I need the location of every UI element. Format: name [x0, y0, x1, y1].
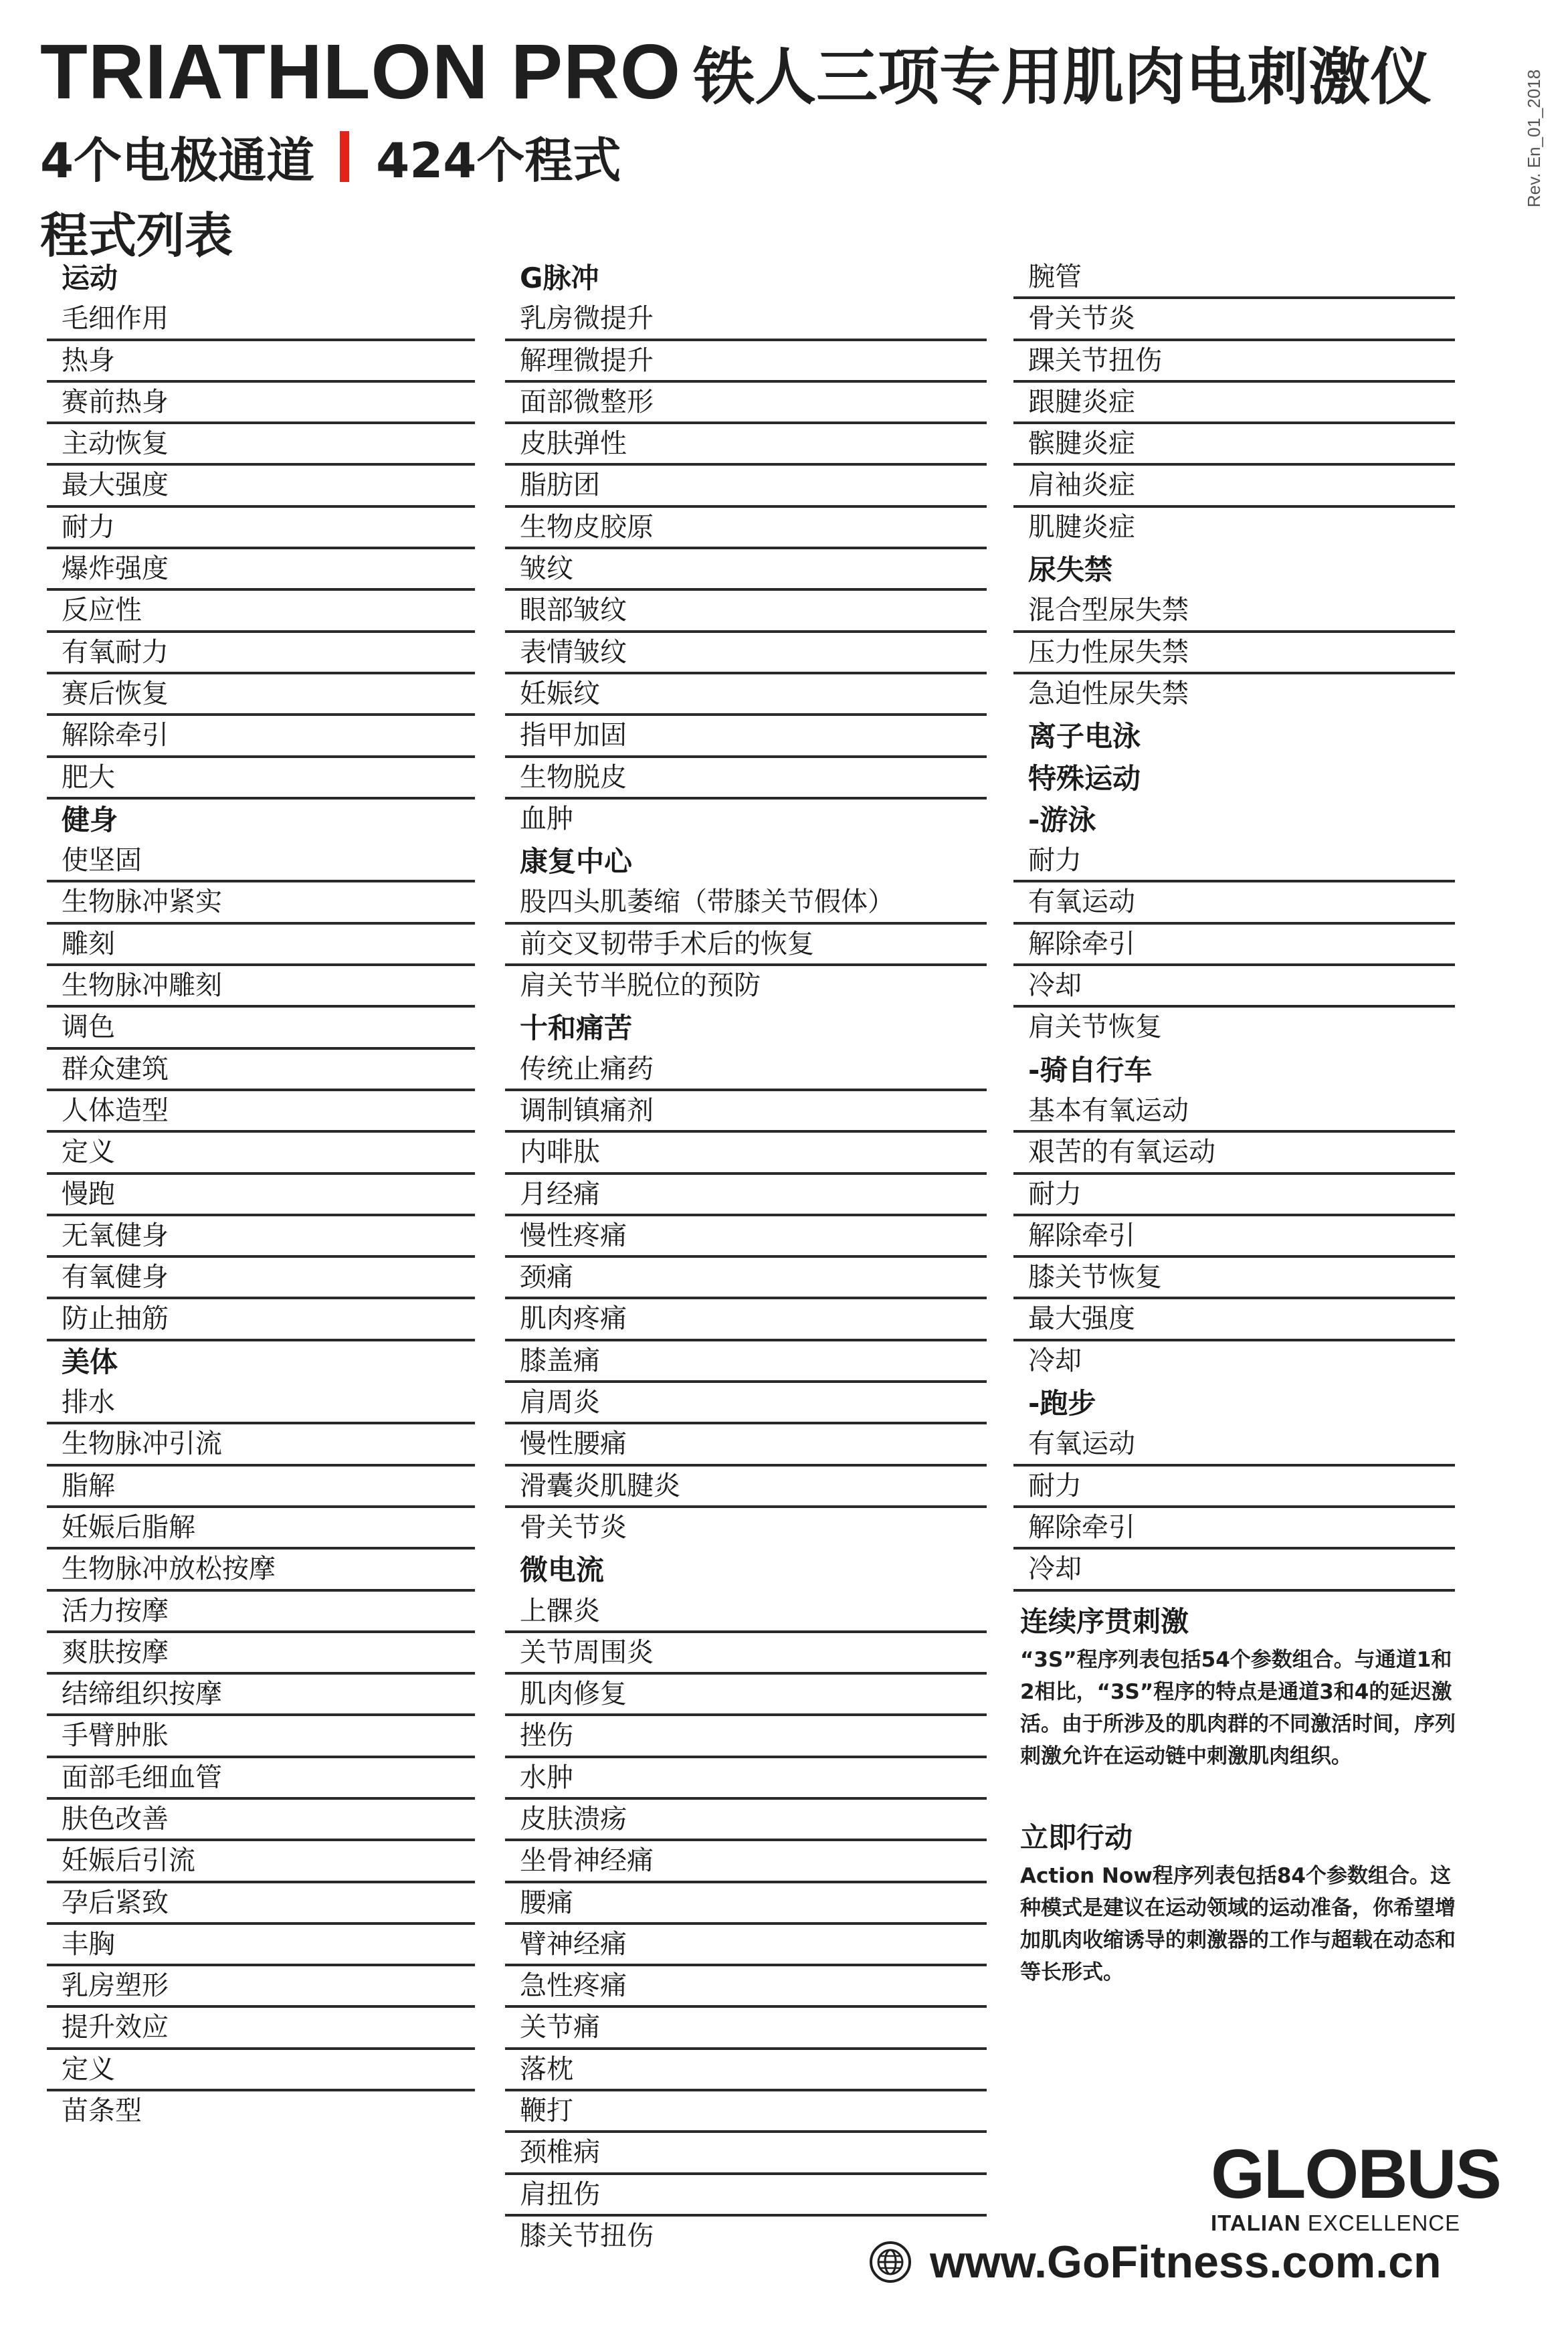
- category-heading: 运动: [62, 262, 118, 294]
- program-item: 血肿: [520, 803, 573, 834]
- program-item: 苗条型: [62, 2095, 142, 2127]
- program-item: 妊娠后引流: [47, 1841, 475, 1883]
- tagline-rest: EXCELLENCE: [1307, 2211, 1461, 2235]
- category-heading: 健身: [62, 803, 118, 836]
- program-item: 乳房微提升: [505, 299, 987, 341]
- title-line: [40, 27, 1432, 116]
- category-heading: 微电流: [520, 1554, 605, 1587]
- program-item: 乳房塑形: [47, 1966, 475, 2008]
- program-item: 皮肤弹性: [505, 424, 987, 466]
- program-item: 传统止痛药: [505, 1050, 987, 1091]
- program-column-2: [505, 258, 987, 2258]
- program-item: 结缔组织按摩: [47, 1675, 475, 1716]
- category-heading: 美体: [62, 1345, 118, 1378]
- product-title: TRIATHLON PRO: [40, 28, 682, 115]
- subtitle-line: [40, 122, 1432, 191]
- program-item: 有氧运动: [1013, 882, 1455, 924]
- program-item: 眼部皱纹: [505, 591, 987, 632]
- program-item: 前交叉韧带手术后的恢复: [505, 925, 987, 966]
- product-subtitle-cn: 铁人三项专用肌肉电刺激仪: [693, 41, 1432, 113]
- revision-label: Rev. En_01_2018: [1524, 69, 1544, 207]
- program-item: 关节痛: [505, 2008, 987, 2049]
- program-item: 艰苦的有氧运动: [1013, 1133, 1455, 1174]
- logo-wordmark: GLOBUS: [1211, 2136, 1500, 2213]
- program-item: 最大强度: [47, 466, 475, 507]
- program-item: 急迫性尿失禁: [1028, 678, 1189, 709]
- program-item: 有氧健身: [47, 1258, 475, 1299]
- action-now-title: 立即行动: [1020, 1821, 1133, 1854]
- program-item: 肌肉疼痛: [505, 1299, 987, 1341]
- program-item: 热身: [47, 341, 475, 383]
- program-item: 赛后恢复: [47, 674, 475, 716]
- program-item: 内啡肽: [505, 1133, 987, 1174]
- program-item: 肤色改善: [47, 1800, 475, 1841]
- category-heading: -跑步: [1028, 1387, 1096, 1420]
- programs-label: 424个程式: [376, 132, 621, 189]
- program-item: 脂肪团: [505, 466, 987, 507]
- program-item: 基本有氧运动: [1013, 1091, 1455, 1133]
- program-item: 生物脱皮: [505, 758, 987, 800]
- program-item: 表情皱纹: [505, 633, 987, 674]
- channels-label: 4个电极通道: [40, 132, 315, 189]
- program-item: 面部毛细血管: [47, 1758, 475, 1800]
- program-item: 肩关节恢复: [1028, 1012, 1162, 1043]
- program-item: 骨关节炎: [1013, 299, 1455, 341]
- program-item: 颈痛: [505, 1258, 987, 1299]
- program-item: 耐力: [47, 508, 475, 549]
- program-item: 防止抽筋: [47, 1299, 475, 1341]
- program-item: 面部微整形: [505, 383, 987, 424]
- program-item: 手臂肿胀: [47, 1716, 475, 1758]
- category-heading: G脉冲: [520, 262, 599, 294]
- program-item: 混合型尿失禁: [1013, 591, 1455, 632]
- program-item: 妊娠纹: [505, 674, 987, 716]
- program-item: 生物皮胶原: [505, 508, 987, 549]
- program-item: 挫伤: [505, 1716, 987, 1758]
- program-item: 肩周炎: [505, 1383, 987, 1424]
- sequential-text: “3S”程序列表包括54个参数组合。与通道1和2相比，“3S”程序的特点是通道3和4的延迟激活。由于所涉及的肌肉群的不同激活时间，序列刺激允许在运动链中刺激肌肉组织。: [1020, 1648, 1456, 1768]
- program-item: 毛细作用: [47, 299, 475, 341]
- category-heading: 尿失禁: [1028, 553, 1113, 587]
- program-item: 生物脉冲紧实: [47, 882, 475, 924]
- program-item: 冷却: [1013, 1550, 1455, 1591]
- program-item: 肩袖炎症: [1013, 466, 1455, 507]
- category-heading: -骑自行车: [1028, 1053, 1153, 1087]
- program-item: 有氧耐力: [47, 633, 475, 674]
- program-item: 上髁炎: [505, 1592, 987, 1633]
- website-link[interactable]: [870, 2236, 1442, 2288]
- program-item: 使坚固: [47, 841, 475, 882]
- program-item: 肌肉修复: [505, 1675, 987, 1716]
- program-item: 解除牵引: [1013, 925, 1455, 966]
- category-heading: 离子电泳: [1028, 720, 1141, 753]
- program-column-3: [1013, 258, 1455, 1592]
- program-item: 腰痛: [505, 1883, 987, 1925]
- action-now-text: Action Now程序列表包括84个参数组合。这种模式是建议在运动领域的运动准备，你希望增加肌肉收缩诱导的刺激器的工作与超载在动态和等长形式。: [1020, 1864, 1456, 1984]
- program-item: 耐力: [1013, 1467, 1455, 1508]
- sequential-info: [1020, 1602, 1462, 1772]
- category-heading: 十和痛苦: [520, 1012, 633, 1045]
- program-item: 反应性: [47, 591, 475, 632]
- program-item: 跟腱炎症: [1013, 383, 1455, 424]
- program-item: 水肿: [505, 1758, 987, 1800]
- program-item: 妊娠后脂解: [47, 1508, 475, 1550]
- globe-icon: [870, 2241, 911, 2283]
- program-item: 调制镇痛剂: [505, 1091, 987, 1133]
- program-item: 定义: [47, 1133, 475, 1174]
- program-item: 冷却: [1013, 966, 1455, 1008]
- sequential-title: 连续序贯刺激: [1020, 1605, 1189, 1638]
- program-item: 爆炸强度: [47, 549, 475, 591]
- program-item: 脂解: [47, 1467, 475, 1508]
- category-heading: 康复中心: [520, 845, 633, 878]
- program-item: 腕管: [1013, 258, 1455, 299]
- program-item: 解除牵引: [47, 716, 475, 757]
- program-item: 生物脉冲雕刻: [47, 966, 475, 1008]
- program-item: 皱纹: [505, 549, 987, 591]
- logo-tagline: [1211, 2211, 1465, 2236]
- program-item: 骨关节炎: [520, 1511, 627, 1543]
- program-item: 鞭打: [505, 2091, 987, 2133]
- program-item: 髌腱炎症: [1013, 424, 1455, 466]
- program-item: 月经痛: [505, 1175, 987, 1216]
- program-item: 慢跑: [47, 1175, 475, 1216]
- program-item: 提升效应: [47, 2008, 475, 2049]
- program-item: 赛前热身: [47, 383, 475, 424]
- action-now-info: [1020, 1818, 1462, 1988]
- program-item: 滑囊炎肌腱炎: [505, 1467, 987, 1508]
- program-item: 活力按摩: [47, 1592, 475, 1633]
- header: [40, 27, 1432, 266]
- program-item: 颈椎病: [505, 2133, 987, 2174]
- program-item: 坐骨神经痛: [505, 1841, 987, 1883]
- program-item: 膝盖痛: [505, 1341, 987, 1383]
- program-item: 指甲加固: [505, 716, 987, 757]
- program-item: 肥大: [47, 758, 475, 800]
- globus-logo: [1211, 2136, 1500, 2236]
- program-item: 解除牵引: [1013, 1508, 1455, 1550]
- program-item: 有氧运动: [1013, 1424, 1455, 1466]
- program-item: 定义: [47, 2050, 475, 2091]
- program-item: 关节周围炎: [505, 1633, 987, 1675]
- program-item: 慢性腰痛: [505, 1424, 987, 1466]
- program-item: 皮肤溃疡: [505, 1800, 987, 1841]
- tagline-bold: ITALIAN: [1211, 2211, 1301, 2235]
- program-item: 群众建筑: [47, 1050, 475, 1091]
- program-item: 主动恢复: [47, 424, 475, 466]
- program-item: 膝关节恢复: [1013, 1258, 1455, 1299]
- website-url[interactable]: www.GoFitness.com.cn: [930, 2237, 1442, 2287]
- program-item: 落枕: [505, 2050, 987, 2091]
- program-item: 最大强度: [1013, 1299, 1455, 1341]
- program-item: 雕刻: [47, 925, 475, 966]
- program-item: 解理微提升: [505, 341, 987, 383]
- program-item: 耐力: [1013, 1175, 1455, 1216]
- program-item: 慢性疼痛: [505, 1216, 987, 1258]
- program-item: 臂神经痛: [505, 1925, 987, 1966]
- program-item: 肌腱炎症: [1028, 511, 1135, 543]
- program-item: 丰胸: [47, 1925, 475, 1966]
- program-item: 孕后紧致: [47, 1883, 475, 1925]
- program-item: 冷却: [1028, 1345, 1082, 1376]
- program-item: 解除牵引: [1013, 1216, 1455, 1258]
- red-divider: [340, 131, 349, 182]
- program-item: 生物脉冲引流: [47, 1424, 475, 1466]
- program-item: 调色: [47, 1008, 475, 1049]
- program-column-1: [47, 258, 475, 2133]
- program-item: 股四头肌萎缩（带膝关节假体）: [505, 882, 987, 924]
- program-item: 肩关节半脱位的预防: [520, 970, 761, 1002]
- category-heading: -游泳: [1028, 803, 1096, 836]
- list-title: 程式列表: [40, 207, 233, 264]
- program-item: 急性疼痛: [505, 1966, 987, 2008]
- program-item: 肩扭伤: [505, 2175, 987, 2217]
- program-item: 踝关节扭伤: [1013, 341, 1455, 383]
- program-item: 耐力: [1013, 841, 1455, 882]
- program-item: 生物脉冲放松按摩: [47, 1550, 475, 1591]
- program-item: 膝关节扭伤: [520, 2220, 654, 2251]
- program-item: 压力性尿失禁: [1013, 633, 1455, 674]
- program-item: 无氧健身: [47, 1216, 475, 1258]
- program-item: 人体造型: [47, 1091, 475, 1133]
- program-item: 排水: [47, 1383, 475, 1424]
- category-heading: 特殊运动: [1028, 761, 1141, 795]
- program-item: 爽肤按摩: [47, 1633, 475, 1675]
